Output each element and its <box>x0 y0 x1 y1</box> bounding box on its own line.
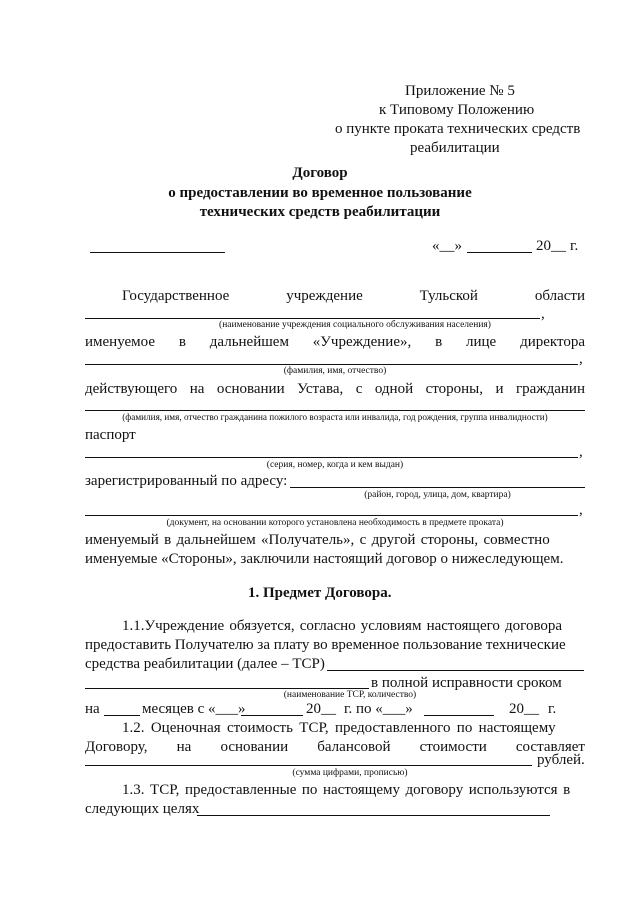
clause-word: Договору, <box>85 739 148 755</box>
intro-word: дальнейшем <box>209 334 289 350</box>
clause-1-3-line-1: 1.3. ТСР, предоставленные по настоящему договору используются в <box>122 782 571 798</box>
passport-label: паспорт <box>85 427 136 443</box>
caption-address: (район, город, улица, дом, квартира) <box>364 490 511 500</box>
term-year-2: 20__ <box>509 701 539 717</box>
appendix-line-3: о пункте проката технических средств <box>335 121 581 137</box>
contract-title: Договор <box>292 165 348 181</box>
clause-1-1-line-1: 1.1.Учреждение обязуется, согласно условиям настоящего договора <box>122 618 563 634</box>
intro-word: области <box>534 288 585 304</box>
citizen-name-blank <box>85 410 585 411</box>
term-months: месяцев с «___» <box>142 701 246 717</box>
rubles-label: рублей. <box>537 752 585 768</box>
intro-word: Тульской <box>419 288 478 304</box>
months-blank <box>104 715 140 716</box>
caption-passport: (серия, номер, когда и кем выдан) <box>266 460 404 470</box>
intro-word: действующего <box>85 381 178 397</box>
term-na: на <box>85 701 100 717</box>
intro-word: основании <box>216 381 285 397</box>
intro-ending-line-2: именуемые «Стороны», заключили настоящий договор о нижеследующем. <box>85 551 564 567</box>
caption-citizen: (фамилия, имя, отчество гражданина пожилого возраста или инвалида, год рождения, группа инвалидности) <box>122 412 548 422</box>
term-until: г. по «___» <box>344 701 413 717</box>
caption-tsr: (наименование ТСР, количество) <box>283 690 417 700</box>
date-year: 20__ <box>536 238 566 254</box>
appendix-line-1: Приложение № 5 <box>405 83 515 99</box>
intro-word: в <box>435 334 443 350</box>
intro-word: одной <box>374 381 414 397</box>
clause-word: балансовой <box>317 739 391 755</box>
clause-1-2-line-1: 1.2. Оценочная стоимость ТСР, предоставленного по настоящему <box>122 720 556 736</box>
caption-institution: (наименование учреждения социального обслуживания населения) <box>219 320 491 330</box>
cost-blank <box>85 765 532 766</box>
date-month-blank <box>467 252 532 253</box>
appendix-line-4: реабилитации <box>410 140 500 156</box>
intro-ending-line-1: именуемый в дальнейшем «Получатель», с другой стороны, совместно <box>85 532 550 548</box>
intro-word: и <box>495 381 504 397</box>
term-g: г. <box>548 701 557 717</box>
intro-line-2 <box>85 333 585 351</box>
intro-word: с <box>355 381 363 397</box>
appendix-line-2: к Типовому Положению <box>379 102 535 118</box>
clause-1-1-line-4: в полной исправности сроком <box>371 675 562 691</box>
intro-word: в <box>178 334 186 350</box>
contract-title-line-2: о предоставлении во временное пользование <box>168 185 472 201</box>
intro-word: учреждение <box>286 288 363 304</box>
registered-label: зарегистрированный по адресу: <box>85 473 288 489</box>
institution-name-blank <box>85 318 540 319</box>
clause-word: составляет <box>515 739 585 755</box>
clause-word: стоимости <box>419 739 487 755</box>
address-blank <box>290 487 585 488</box>
clause-1-3-line-2: следующих целях <box>85 801 200 817</box>
date-day: «__» <box>432 238 462 254</box>
clause-1-1-line-2: предоставить Получателю за плату во временное пользование технические <box>85 637 566 653</box>
place-blank <box>90 252 225 253</box>
purpose-blank <box>197 815 550 816</box>
director-name-blank <box>85 364 578 365</box>
intro-word: лице <box>466 334 497 350</box>
comma: , <box>541 306 545 322</box>
comma: , <box>579 444 583 460</box>
intro-word: именуемое <box>85 334 155 350</box>
section-1-heading: 1. Предмет Договора. <box>248 585 392 601</box>
intro-word: Устава, <box>297 381 344 397</box>
intro-word: стороны, <box>425 381 483 397</box>
caption-director-name: (фамилия, имя, отчество) <box>283 366 387 376</box>
date-year-suffix: г. <box>570 238 579 254</box>
comma: , <box>579 502 583 518</box>
intro-line-3 <box>85 380 585 398</box>
intro-word: «Учреждение», <box>312 334 412 350</box>
intro-word: Государственное <box>122 288 230 304</box>
clause-1-1-line-3: средства реабилитации (далее – ТСР) <box>85 656 325 672</box>
document-blank <box>85 515 578 516</box>
intro-word: директора <box>520 334 585 350</box>
clause-word: основании <box>220 739 289 755</box>
passport-blank <box>85 457 578 458</box>
caption-sum: (сумма цифрами, прописью) <box>292 768 408 778</box>
contract-title-line-3: технических средств реабилитации <box>199 204 441 220</box>
tsr-name-blank <box>327 670 584 671</box>
clause-word: на <box>176 739 192 755</box>
end-month-blank <box>424 715 494 716</box>
start-month-blank <box>241 715 303 716</box>
clause-1-2-line-2 <box>85 738 585 756</box>
term-year-1: 20__ <box>306 701 336 717</box>
tsr-name-blank-2 <box>85 688 369 689</box>
intro-word: гражданин <box>515 381 585 397</box>
intro-word: на <box>189 381 205 397</box>
intro-line-1 <box>122 287 585 305</box>
caption-document: (документ, на основании которого установлена необходимость в предмете проката) <box>166 518 504 528</box>
comma: , <box>579 351 583 367</box>
